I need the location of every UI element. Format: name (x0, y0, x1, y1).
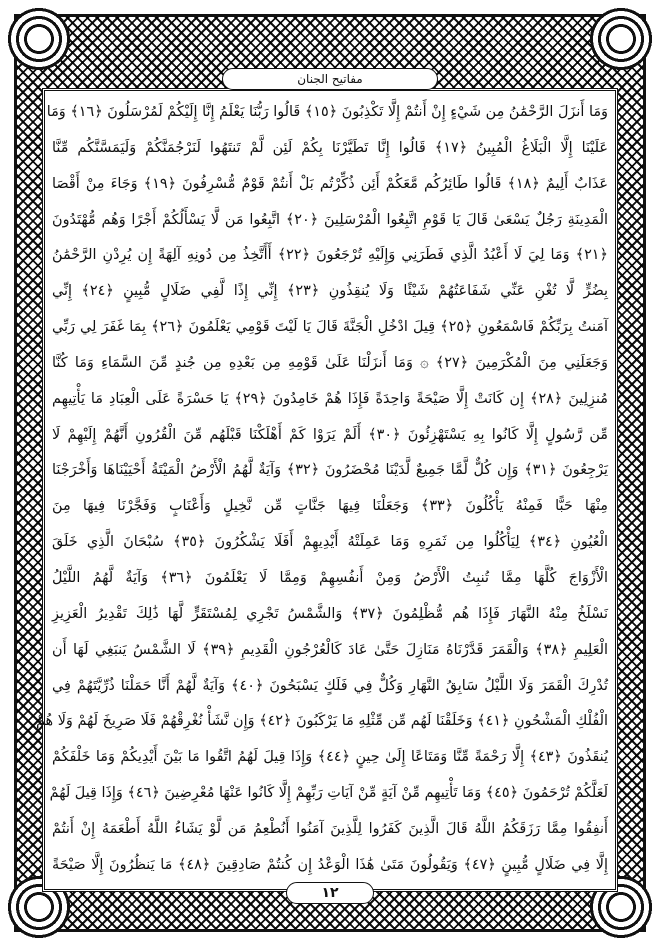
text-line: الْفُلْكِ الْمَشْحُونِ ﴿٤١﴾ وَخَلَقْنَا لَهُم مِّن مِّثْلِهِ مَا يَرْكَبُونَ ﴿٤٢﴾ وَإِن نَّشَأْ نُغْرِقْهُمْ فَلَا صَرِيخَ لَهُمْ وَلَا هُمْ (35, 713, 608, 730)
text-line: الْأَزْوَاجَ كُلَّهَا مِمَّا تُنبِتُ الْأَرْضُ وَمِنْ أَنفُسِهِمْ وَمِمَّا لَا يَعْلَمُونَ ﴿٣٦﴾ وَآيَةٌ لَّهُمُ اللَّيْلُ (52, 569, 608, 586)
text-line: بِضُرٍّ لَّا تُغْنِ عَنِّي شَفَاعَتُهُمْ شَيْئًا وَلَا يُنقِذُونِ ﴿٢٣﴾ إِنِّي إِذًا لَّفِي ضَلَالٍ مُّبِينٍ ﴿٢٤﴾ إِنِّي (52, 283, 608, 300)
text-line: أَنفِقُوا مِمَّا رَزَقَكُمُ اللَّهُ قَالَ الَّذِينَ كَفَرُوا لِلَّذِينَ آمَنُوا أَنُطْعِمُ مَن لَّوْ يَشَاءُ اللَّهُ أَطْعَمَهُ إِنْ أَنتُمْ (52, 820, 608, 837)
page-header (222, 68, 438, 90)
corner-ornament-top-right (590, 8, 652, 70)
page-footer (286, 882, 374, 904)
text-line: مِنْهَا حَبًّا فَمِنْهُ يَأْكُلُونَ ﴿٣٣﴾ وَجَعَلْنَا فِيهَا جَنَّاتٍ مِّن نَّخِيلٍ وَأَعْنَابٍ وَفَجَّرْنَا فِيهَا مِنَ (52, 498, 609, 515)
text-line: مِّن رَّسُولٍ إِلَّا كَانُوا بِهِ يَسْتَهْزِئُونَ ﴿٣٠﴾ أَلَمْ يَرَوْا كَمْ أَهْلَكْنَا قَبْلَهُم مِّنَ الْقُرُونِ أَنَّهُمْ إِلَيْهِمْ لَا (52, 426, 608, 443)
corner-ornament-top-left (8, 8, 70, 70)
text-line: الْعُيُونِ ﴿٣٤﴾ لِيَأْكُلُوا مِن ثَمَرِهِ وَمَا عَمِلَتْهُ أَيْدِيهِمْ أَفَلَا يَشْكُرُونَ ﴿٣٥﴾ سُبْحَانَ الَّذِي خَلَقَ (52, 534, 608, 551)
text-line: تُدْرِكَ الْقَمَرَ وَلَا اللَّيْلُ سَابِقُ النَّهَارِ وَكُلٌّ فِي فَلَكٍ يَسْبَحُونَ ﴿٤٠﴾ وَآيَةٌ لَّهُمْ أَنَّا حَمَلْنَا ذُرِّيَّتَهُمْ فِي (52, 677, 608, 694)
quran-text-block (35, 98, 609, 880)
text-line: مُنزِلِينَ ﴿٢٨﴾ إِن كَانَتْ إِلَّا صَيْحَةً وَاحِدَةً فَإِذَا هُمْ خَامِدُونَ ﴿٢٩﴾ يَا حَسْرَةً عَلَى الْعِبَادِ مَا يَأْتِيهِم (52, 390, 608, 407)
text-line: يُنقَذُونَ ﴿٤٣﴾ إِلَّا رَحْمَةً مِّنَّا وَمَتَاعًا إِلَىٰ حِينٍ ﴿٤٤﴾ وَإِذَا قِيلَ لَهُمُ اتَّقُوا مَا بَيْنَ أَيْدِيكُمْ وَمَا خَلْفَكُمْ (52, 749, 608, 766)
text-line: وَمَا أَنزَلَ الرَّحْمَٰنُ مِن شَيْءٍ إِنْ أَنتُمْ إِلَّا تَكْذِبُونَ ﴿١٥﴾ قَالُوا رَبُّنَا يَعْلَمُ إِنَّا إِلَيْكُمْ لَمُرْسَلُونَ ﴿١٦﴾ وَمَا (46, 104, 608, 120)
text-line: الْعَلِيمِ ﴿٣٨﴾ وَالْقَمَرَ قَدَّرْنَاهُ مَنَازِلَ حَتَّىٰ عَادَ كَالْعُرْجُونِ الْقَدِيمِ ﴿٣٩﴾ لَا الشَّمْسُ يَنبَغِي لَهَا أَن (52, 641, 609, 658)
text-line: يَرْجِعُونَ ﴿٣١﴾ وَإِن كُلٌّ لَّمَّا جَمِيعٌ لَّدَيْنَا مُحْضَرُونَ ﴿٣٢﴾ وَآيَةٌ لَّهُمُ الْأَرْضُ الْمَيْتَةُ أَحْيَيْنَاهَا وَأَخْرَجْنَا (52, 462, 609, 479)
text-line: آمَنتُ بِرَبِّكُمْ فَاسْمَعُونِ ﴿٢٥﴾ قِيلَ ادْخُلِ الْجَنَّةَ قَالَ يَا لَيْتَ قَوْمِي يَعْلَمُونَ ﴿٢٦﴾ بِمَا غَفَرَ لِي رَبِّي (52, 319, 608, 336)
text-line: عَذَابٌ أَلِيمٌ ﴿١٨﴾ قَالُوا طَائِرُكُم مَّعَكُمْ أَئِن ذُكِّرْتُم بَلْ أَنتُمْ قَوْمٌ مُّسْرِفُونَ ﴿١٩﴾ وَجَاءَ مِنْ أَقْصَا (52, 175, 608, 192)
text-line: نَسْلَخُ مِنْهُ النَّهَارَ فَإِذَا هُم مُّظْلِمُونَ ﴿٣٧﴾ وَالشَّمْسُ تَجْرِي لِمُسْتَقَرٍّ لَّهَا ذَٰلِكَ تَقْدِيرُ الْعَزِيزِ (52, 605, 608, 622)
text-line: الْمَدِينَةِ رَجُلٌ يَسْعَىٰ قَالَ يَا قَوْمِ اتَّبِعُوا الْمُرْسَلِينَ ﴿٢٠﴾ اتَّبِعُوا مَن لَّا يَسْأَلُكُمْ أَجْرًا وَهُم مُّهْتَدُونَ (52, 211, 608, 228)
text-line: لَعَلَّكُمْ تُرْحَمُونَ ﴿٤٥﴾ وَمَا تَأْتِيهِم مِّنْ آيَةٍ مِّنْ آيَاتِ رَبِّهِمْ إِلَّا كَانُوا عَنْهَا مُعْرِضِينَ ﴿٤٦﴾ وَإِذَا قِيلَ لَهُمْ (49, 785, 608, 802)
text-line: عَلَيْنَا إِلَّا الْبَلَاغُ الْمُبِينُ ﴿١٧﴾ قَالُوا إِنَّا تَطَيَّرْنَا بِكُمْ لَئِن لَّمْ تَنتَهُوا لَنَرْجُمَنَّكُمْ وَلَيَمَسَّنَّكُم مِّنَّا (52, 139, 608, 156)
page-number: ١٢ (321, 885, 339, 901)
book-title: مفاتيح الجنان (297, 72, 363, 86)
text-line: ﴿٢١﴾ وَمَا لِيَ لَا أَعْبُدُ الَّذِي فَطَرَنِي وَإِلَيْهِ تُرْجَعُونَ ﴿٢٢﴾ أَأَتَّخِذُ مِن دُونِهِ آلِهَةً إِن يُرِدْنِ الرَّحْمَٰنُ (52, 247, 608, 264)
text-line: وَجَعَلَنِي مِنَ الْمُكْرَمِينَ ﴿٢٧﴾ ۞ وَمَا أَنزَلْنَا عَلَىٰ قَوْمِهِ مِن بَعْدِهِ مِن جُندٍ مِّنَ السَّمَاءِ وَمَا كُنَّا (52, 354, 608, 371)
text-line: إِلَّا فِي ضَلَالٍ مُّبِينٍ ﴿٤٧﴾ وَيَقُولُونَ مَتَىٰ هَٰذَا الْوَعْدُ إِن كُنتُمْ صَادِقِينَ ﴿٤٨﴾ مَا يَنظُرُونَ إِلَّا صَيْحَةً (52, 856, 609, 873)
